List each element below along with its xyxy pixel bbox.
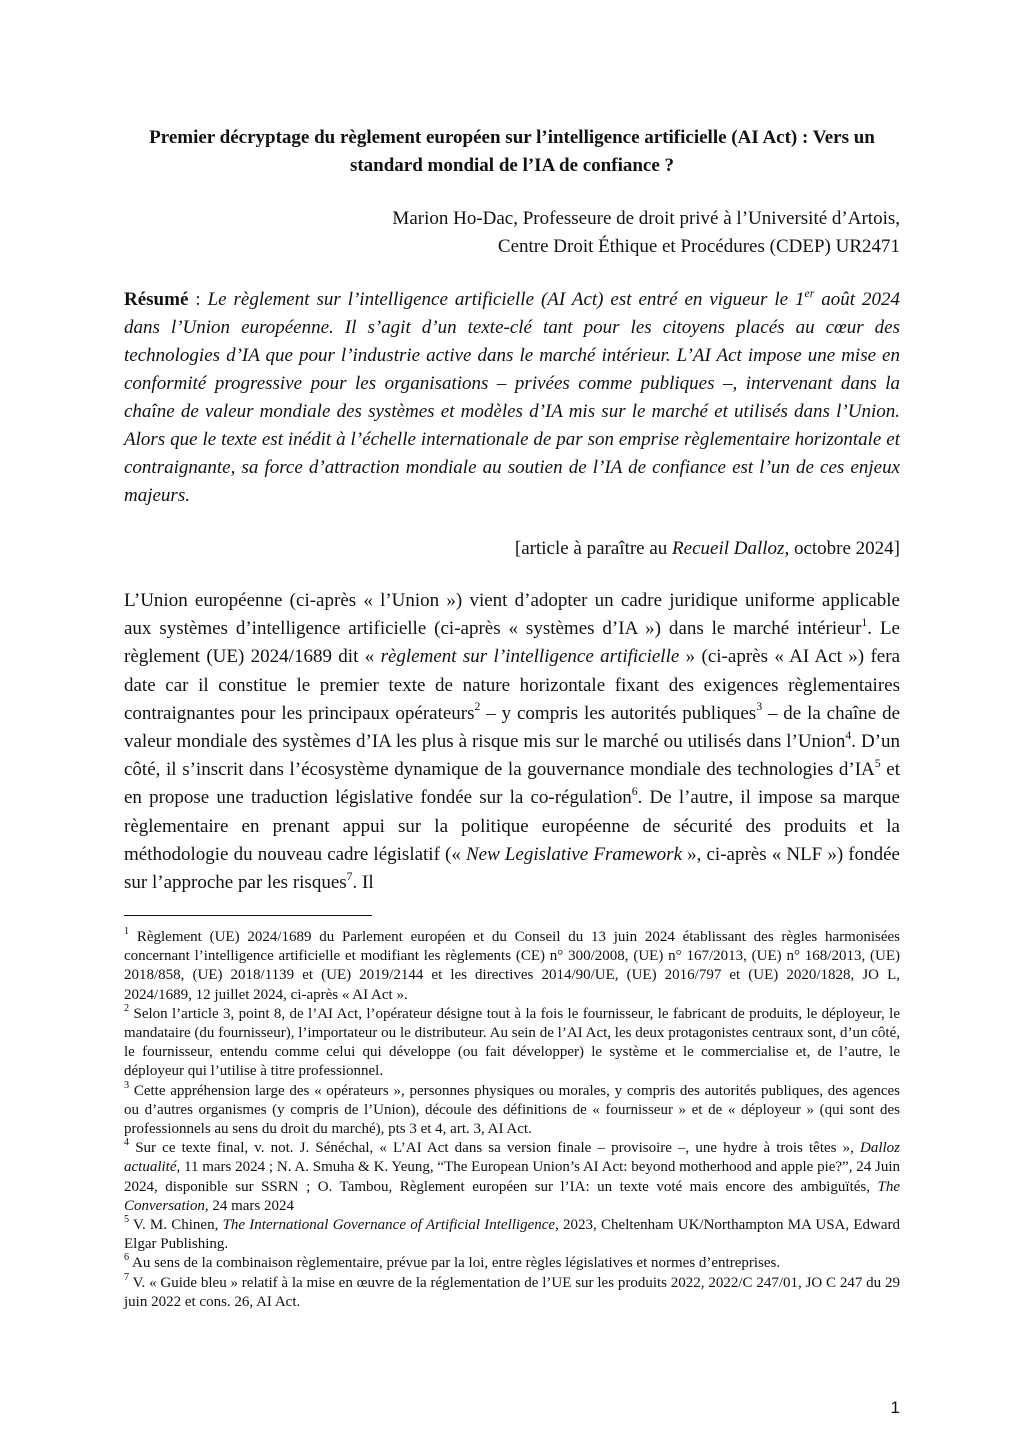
body-paragraph — [124, 587, 900, 897]
body-text-italic: règlement sur l’intelligence artificielle — [380, 646, 680, 668]
footnote-6 — [124, 1254, 900, 1273]
publication-journal: Recueil Dalloz — [672, 538, 785, 559]
footnote-text: , 11 mars 2024 ; N. A. Smuha & K. Yeung, “The European Union’s AI Act: beyond motherhood and apple pie?”, 24 Juin 2024, disponible sur SSRN ; O. Tambou, Règlement européen sur l’IA: un texte voté mais encore des ambiguïtés, — [124, 1159, 900, 1195]
footnote-ref-3[interactable]: 3 — [756, 700, 763, 714]
footnote-separator — [124, 915, 372, 916]
footnote-ref-4[interactable]: 4 — [845, 728, 852, 742]
body-text: . D’un côté, il s’inscrit dans l’écosystème dynamique de la gouvernance mondiale des technologies d’IA — [124, 731, 900, 781]
page-number: 1 — [890, 1398, 900, 1417]
footnote-text: , 2023, Cheltenham UK/Northampton MA USA, Edward Elgar Publishing. — [124, 1217, 900, 1253]
footnote-5 — [124, 1216, 900, 1254]
body-text: . Il — [352, 872, 374, 894]
footnote-text: Règlement (UE) 2024/1689 du Parlement européen et du Conseil du 13 juin 2024 établissant des règles harmonisées concernant l’intelligence artificielle et modifiant les règlements (CE) n° 300/2008, (UE) n° 167/2013, (UE) n° 168/2013, (UE) 2018/858, (UE) 2018/1139 et (UE) 2019/2144 et les directives 2014/90/UE, (UE) 2016/797 et (UE) 2020/1828, JO L, 2024/1689, 12 juillet 2024, ci-après « AI Act ». — [124, 929, 900, 1003]
footnotes — [124, 925, 900, 1312]
footnote-text: Cette appréhension large des « opérateurs », personnes physiques ou morales, y compris des autorités publiques, des agences ou d’autres organismes (y compris de l’Union), découle des définitions de « fournisseur » et de « déployeur » (qui sont des professionnels au sens du droit du marché), pts 3 et 4, art. 3, AI Act. — [124, 1082, 900, 1138]
body-text-italic: New Legislative Framework — [465, 843, 683, 865]
author-affiliation — [300, 205, 900, 261]
footnote-4 — [124, 1139, 900, 1216]
footnote-text: Au sens de la combinaison règlementaire, prévue par la loi, entre règles législatives et normes d’entreprises. — [129, 1255, 781, 1272]
abstract-separator: : — [188, 289, 208, 310]
body-text: » (ci-après « AI Act ») fera date car il constitue le premier texte de nature horizontale fixant des exigences règlementaires contraignantes pour les principaux opérateurs — [124, 646, 900, 724]
footnote-text: V. « Guide bleu » relatif à la mise en œuvre de la réglementation de l’UE sur les produits 2022, 2022/C 247/01, JO C 247 du 29 juin 2022 et cons. 26, AI Act. — [124, 1274, 900, 1310]
footnote-ref-2[interactable]: 2 — [474, 700, 481, 714]
footnote-number: 2 — [124, 1002, 130, 1014]
body-text: L’Union européenne (ci-après « l’Union ») vient d’adopter un cadre juridique uniforme applicable aux systèmes d’intelligence artificielle (ci-après « systèmes d’IA ») dans le marché intérieur — [124, 590, 900, 640]
footnote-text: V. M. Chinen, — [129, 1217, 223, 1234]
author-line-1: Marion Ho-Dac, Professeure de droit privé à l’Université d’Artois, — [392, 208, 900, 229]
footnote-number: 7 — [124, 1271, 130, 1283]
abstract-superscript: er — [804, 286, 815, 300]
body-text: . Le règlement (UE) 2024/1689 dit « — [124, 618, 900, 668]
footnote-text: Selon l’article 3, point 8, de l’AI Act, l’opérateur désigne tout à la fois le fournisseur, le fabricant de produits, le déployeur, le mandataire (du fournisseur), l’importateur ou le distributeur. Au sein de l’AI Act, les deux protagonistes centraux sont, d’un côté, le fournisseur, entendu comme celui qui développe (ou fait développer) le système et le commercialise et, de l’autre, le déployeur qui l’utilise à titre professionnel. — [124, 1005, 900, 1080]
abstract-text-a: Le règlement sur l’intelligence artificielle (AI Act) est entré en vigueur le 1 — [207, 289, 805, 310]
footnote-2 — [124, 1002, 900, 1082]
body-text: . De l’autre, il impose sa marque règlementaire en prenant appui sur la politique européenne de sécurité des produits et la méthodologie du nouveau cadre législatif (« — [124, 787, 900, 865]
footnote-number: 5 — [124, 1214, 130, 1226]
footnote-italic: The International Governance of Artificial Intelligence — [222, 1217, 556, 1234]
footnote-ref-7[interactable]: 7 — [346, 869, 353, 883]
footnote-italic: Dalloz actualité — [124, 1140, 900, 1176]
footnote-number: 3 — [124, 1079, 130, 1091]
footnote-number: 1 — [124, 925, 130, 937]
abstract — [124, 286, 900, 510]
author-line-2: Centre Droit Éthique et Procédures (CDEP) UR2471 — [497, 236, 900, 257]
body-text: et en propose une traduction législative fondée sur la co-régulation — [124, 759, 900, 809]
body-text: – de la chaîne de valeur mondiale des systèmes d’IA les plus à risque mis sur le marché ou utilisés dans l’Union — [124, 702, 901, 753]
footnote-7 — [124, 1271, 900, 1312]
publication-note — [300, 535, 900, 563]
footnote-number: 4 — [124, 1137, 130, 1149]
body-text: – y compris les autorités publiques — [480, 702, 757, 724]
footnote-number: 6 — [124, 1252, 130, 1264]
footnote-text: , 24 mars 2024 — [204, 1197, 295, 1214]
footnote-1 — [124, 925, 900, 1005]
footnote-ref-5[interactable]: 5 — [874, 756, 881, 770]
footnote-ref-6[interactable]: 6 — [631, 784, 638, 798]
article-title: Premier décryptage du règlement européen sur l’intelligence artificielle (AI Act) : Vers un standard mondial de l’IA de confiance ? — [149, 127, 875, 176]
abstract-label: Résumé — [124, 289, 189, 310]
abstract-text-b: août 2024 dans l’Union européenne. Il s’agit d’un texte-clé tant pour les citoyens placés au cœur des technologies d’IA que pour l’industrie active dans le marché intérieur. L’AI Act impose une mise en conformité progressive pour les organisations – privées comme publiques –, intervenant dans la chaîne de valeur mondiale des systèmes et modèles d’IA mis sur le marché et utilisés dans l’Union. Alors que le texte est inédit à l’échelle internationale de par son emprise règlementaire horizontale et contraignante, sa force d’attraction mondiale au soutien de l’IA de confiance est l’un de ces enjeux majeurs. — [124, 289, 901, 506]
footnote-ref-1[interactable]: 1 — [861, 615, 868, 629]
publication-note-prefix: [article à paraître au — [514, 538, 673, 559]
footnote-italic: The Conversation — [124, 1178, 900, 1214]
publication-note-suffix: , octobre 2024] — [784, 538, 900, 559]
footnote-3 — [124, 1079, 900, 1140]
footnote-text: Sur ce texte final, v. not. J. Sénéchal, « L’AI Act dans sa version finale – provisoire –, une hydre à trois têtes », — [129, 1140, 860, 1157]
body-text: », ci-après « NLF ») fondée sur l’approche par les risques — [124, 843, 900, 894]
